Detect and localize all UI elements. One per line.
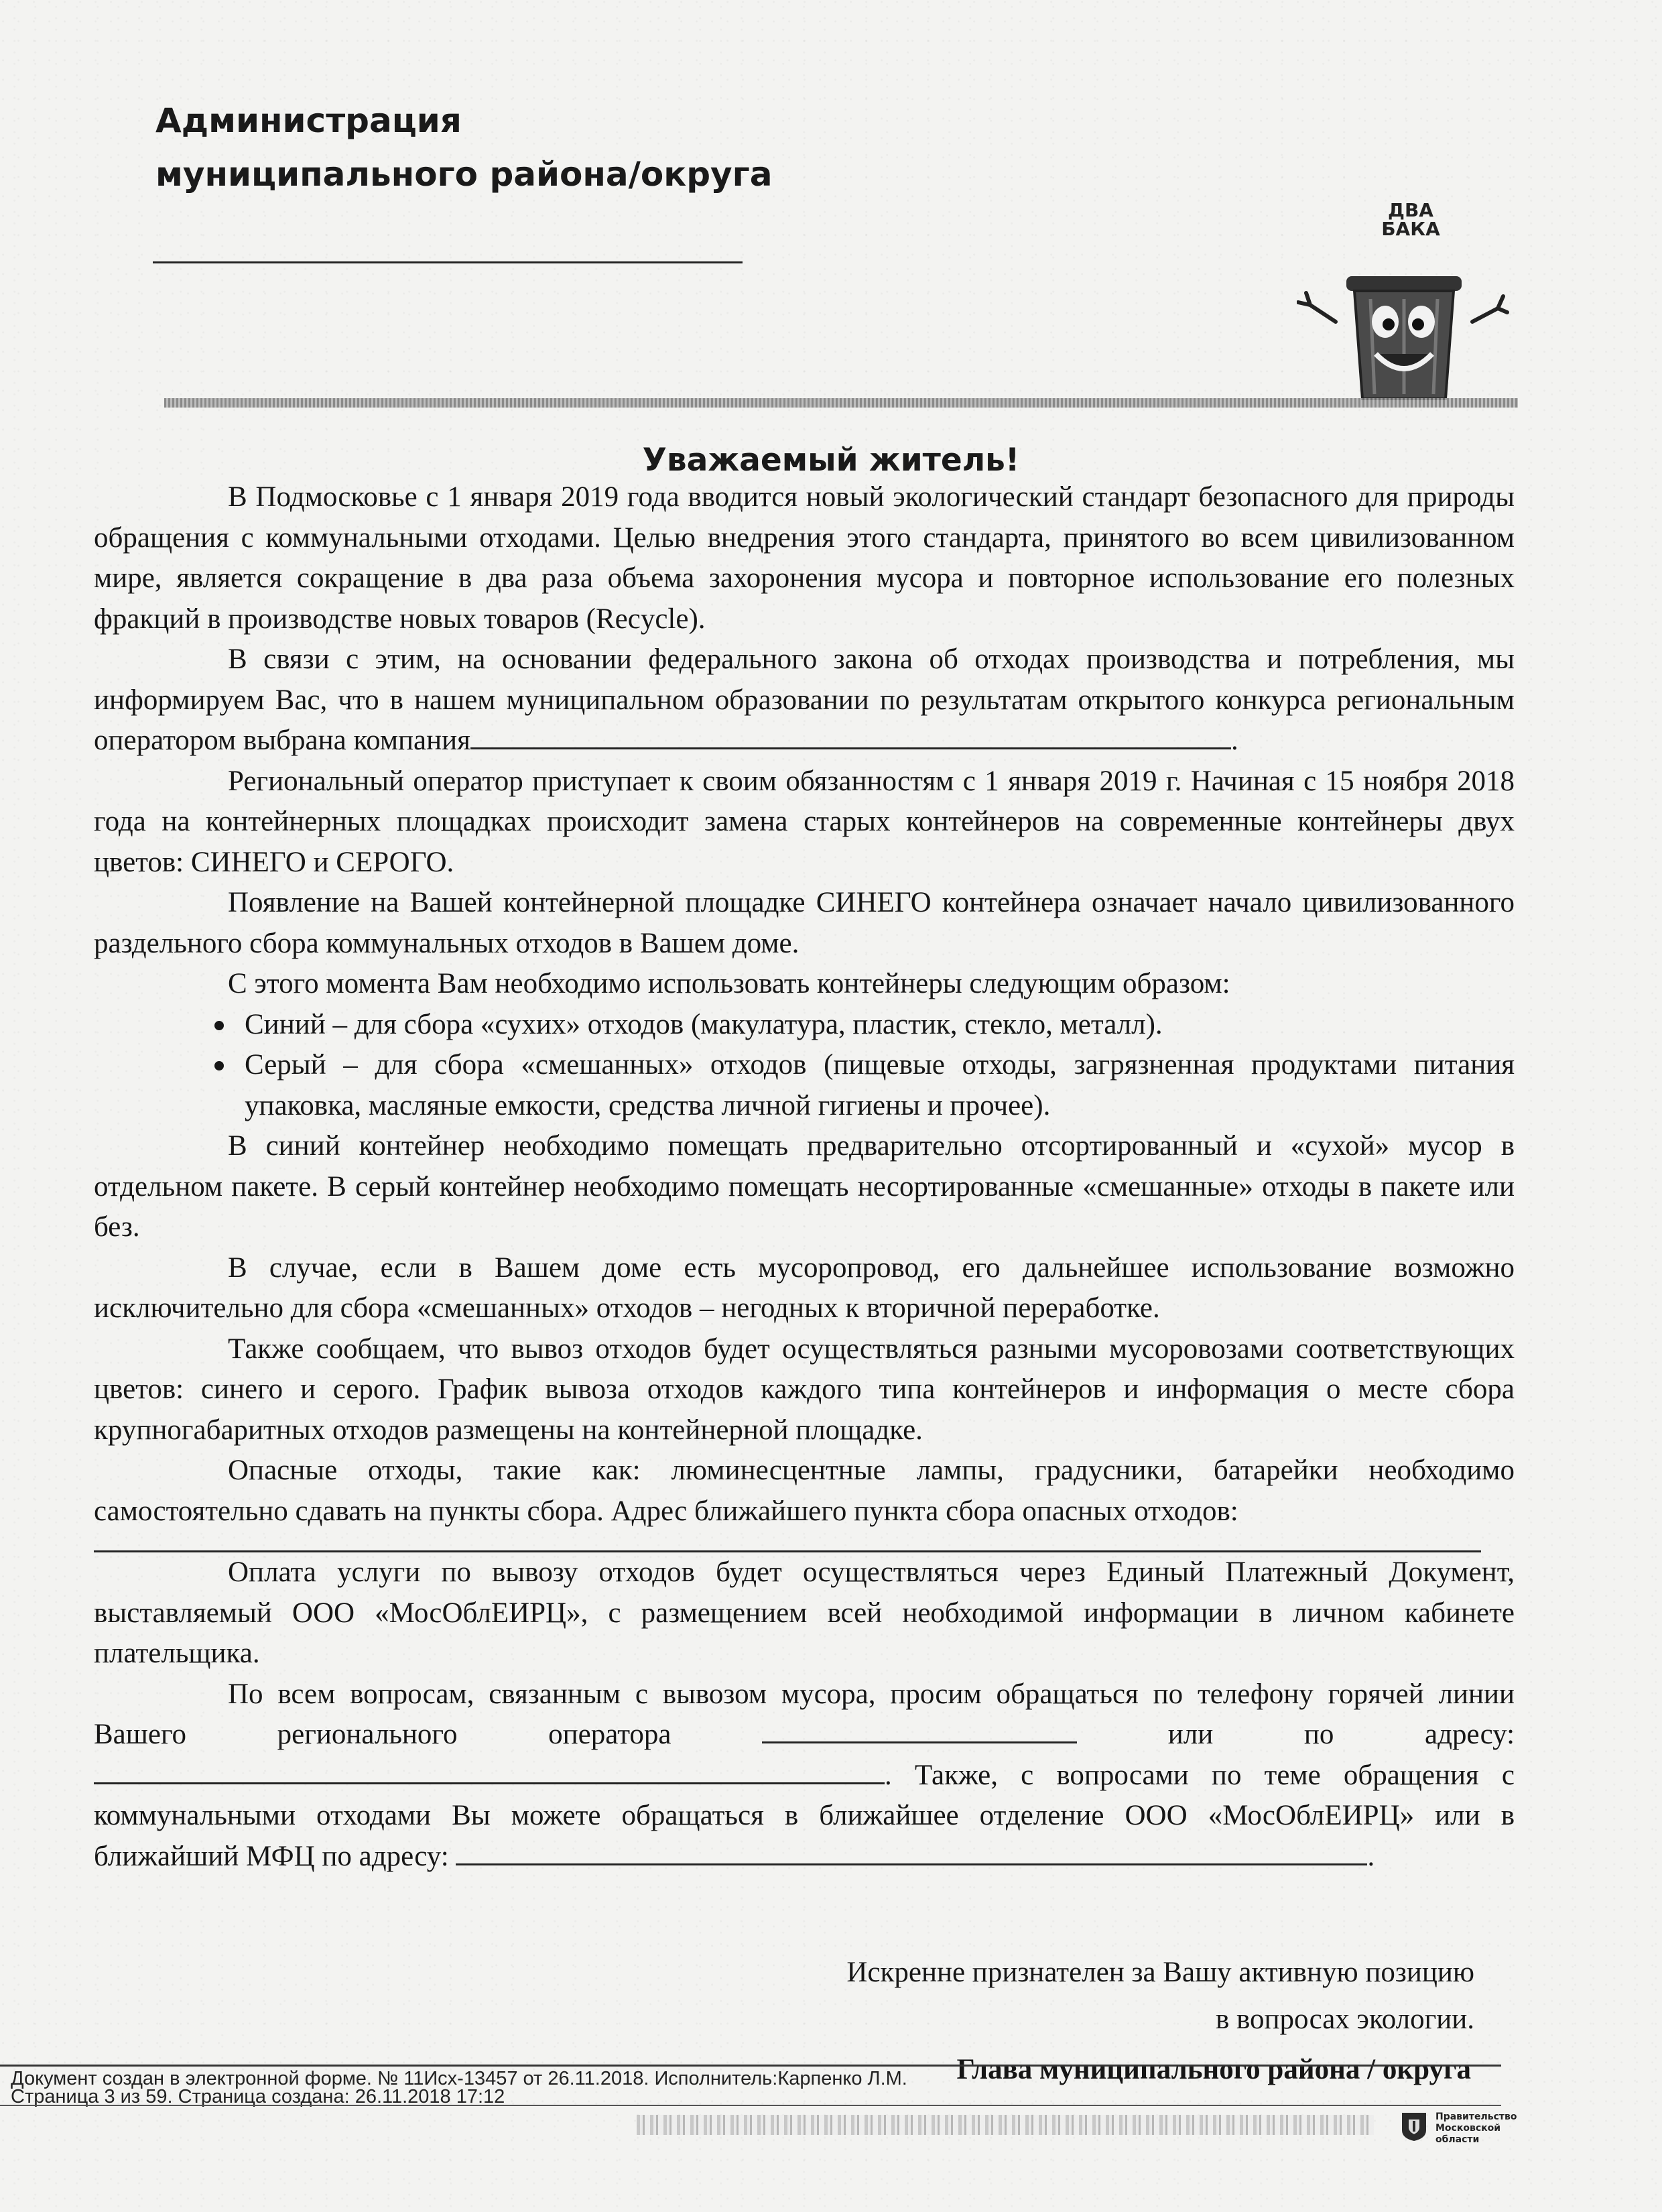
hazardous-address-blank (94, 1532, 1481, 1552)
paragraph-5: С этого момента Вам необходимо использовать контейнеры следующим образом: (228, 968, 1230, 999)
operator-address-blank (94, 1756, 885, 1784)
paragraph-11 (94, 1674, 1515, 1878)
footer-rule-top (0, 2065, 1501, 2067)
period: . (1230, 725, 1238, 756)
operator-name-blank (470, 721, 1231, 749)
org-name-blank-line (153, 261, 743, 263)
footer-line-2: Страница 3 из 59. Страница создана: 26.11.2018 17:12 (11, 2086, 505, 2107)
smiling-trash-bin-icon (1297, 241, 1511, 409)
paragraph-10: Оплата услуги по вывозу отходов будет осуществляться через Единый Платежный Документ, выставляемый ООО «МосОблЕИРЦ», с размещением всей необходимой информации в личном кабинете плательщика. (94, 1556, 1515, 1669)
paragraph-9: Опасные отходы, такие как: люминесцентные лампы, градусники, батарейки необходимо самостоятельно сдавать на пункты сбора. Адрес ближайшего пункта сбора опасных отходов: (94, 1455, 1515, 1527)
gov-label-line-2: Московской области (1435, 2123, 1501, 2145)
logo-text-line-2: БАКА (1381, 218, 1440, 240)
gov-label-line-1: Правительство (1435, 2111, 1517, 2122)
paragraph-11-text-b: или по адресу: (1167, 1719, 1515, 1750)
moscow-region-emblem-icon (1399, 2110, 1429, 2142)
greeting-heading: Уважаемый житель! (642, 442, 1020, 479)
scan-noise-strip (637, 2115, 1374, 2135)
footer-metadata (11, 2070, 1150, 2106)
paragraph-7: В случае, если в Вашем доме есть мусоропровод, его дальнейшее использование возможно исключительно для сбора «смешанных» отходов – негодных к вторичной переработке. (94, 1251, 1515, 1324)
footer-line-1: Документ создан в электронной форме. № 11Исх-13457 от 26.11.2018. Исполнитель:Карпенко Л.М. (11, 2068, 907, 2089)
period: . (1367, 1840, 1375, 1872)
paragraph-1: В Подмосковье с 1 января 2019 года вводится новый экологический стандарт безопасного для природы обращения с коммунальными отходами. Целью внедрения этого стандарта, принятого во всем цивилизованном мире, является сокращение в два раза объема захоронения мусора и повторное использование его полезных фракций в производстве новых товаров (Recycle). (94, 481, 1515, 635)
dva-baka-logo (1297, 201, 1511, 409)
list-item-gray: Серый – для сбора «смешанных» отходов (пищевые отходы, загрязненная продуктами питания упаковка, масляные емкости, средства личной гигиены и прочее). (94, 1045, 1515, 1126)
closing-remark (846, 1949, 1474, 2043)
closing-line-2: в вопросах экологии. (1215, 2004, 1474, 2035)
list-item-blue: Синий – для сбора «сухих» отходов (макулатура, пластик, стекло, металл). (94, 1005, 1515, 1046)
hotline-phone-blank (762, 1715, 1077, 1743)
container-usage-list (94, 1005, 1515, 1127)
paragraph-3: Региональный оператор приступает к своим обязанностям с 1 января 2019 г. Начиная с 15 ноября 2018 года на контейнерных площадках происходит замена старых контейнеров на современные контейнеры двух цветов: СИНЕГО и СЕРОГО. (94, 765, 1515, 878)
header-divider (164, 398, 1518, 408)
signature-title: Глава муниципального района / округа (956, 2054, 1471, 2085)
paragraph-8: Также сообщаем, что вывоз отходов будет осуществляться разными мусоровозами соответствующих цветов: синего и серого. График вывоза отходов каждого типа контейнеров и информация о месте сбора крупногабаритных отходов размещены на контейнерной площадке. (94, 1333, 1515, 1446)
paragraph-11-text-a: По всем вопросам, связанным с вывозом мусора, просим обращаться по телефону горячей линии Вашего регионального оператора (94, 1678, 1515, 1750)
logo-text-line-1: ДВА (1388, 199, 1433, 221)
paragraph-2-text: В связи с этим, на основании федерального закона об отходах производства и потребления, мы информируем Вас, что в нашем муниципальном образовании по результатам открытого конкурса региональным оператором выбрана компания (94, 643, 1515, 756)
org-line-1: Администрация (155, 101, 462, 140)
paragraph-2 (94, 639, 1515, 761)
closing-line-1: Искренне признателен за Вашу активную позицию (846, 1957, 1474, 1988)
paragraph-11-text-c: . Также, с вопросами по теме обращения с коммунальными отходами Вы можете обращаться в ближайшее отделение ООО «МосОблЕИРЦ» или в ближайший МФЦ по адресу: (94, 1759, 1515, 1872)
gov-label (1435, 2111, 1536, 2146)
letter-body (94, 477, 1515, 1877)
logo-text (1364, 201, 1458, 239)
org-line-2: муниципального района/округа (155, 155, 773, 194)
footer-rule-bottom (0, 2105, 1501, 2106)
paragraph-6: В синий контейнер необходимо помещать предварительно отсортированный и «сухой» мусор в отдельном пакете. В серый контейнер необходимо помещать несортированные «смешанные» отходы в пакете или без. (94, 1130, 1515, 1243)
paragraph-4: Появление на Вашей контейнерной площадке СИНЕГО контейнера означает начало цивилизованного раздельного сбора коммунальных отходов в Вашем доме. (94, 887, 1515, 959)
mfc-address-blank (456, 1837, 1367, 1865)
header-organization (155, 94, 826, 201)
